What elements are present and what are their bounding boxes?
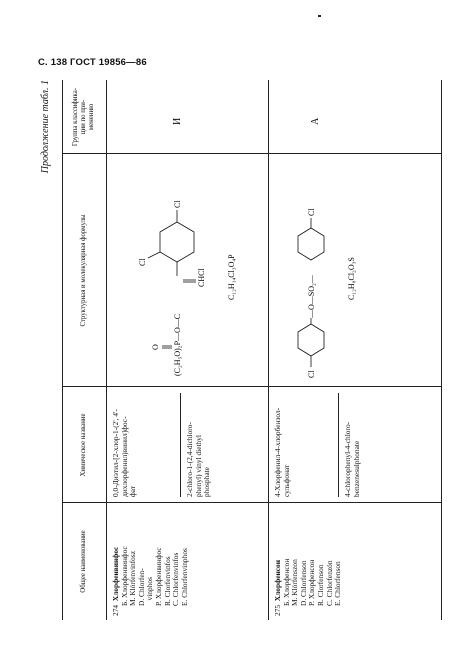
group-274: И bbox=[172, 117, 183, 125]
table bbox=[42, 80, 452, 620]
row-275-chem-ru bbox=[274, 389, 291, 497]
chem-en-line: benzenesulphonate bbox=[351, 440, 361, 497]
chem-en-line: 2-chloro-1-(2,4-dichloro- bbox=[185, 422, 194, 497]
row-number: 275 bbox=[273, 604, 282, 616]
name-line: Б. Хлорфенсон bbox=[281, 558, 291, 606]
chcl-label: CHCl bbox=[197, 268, 206, 287]
group-275: А bbox=[310, 117, 321, 125]
structure-275 bbox=[274, 160, 424, 380]
chem-subdivider-274 bbox=[180, 393, 181, 497]
rotated-table-stage bbox=[42, 80, 452, 620]
name-line: D. Chlorfen- bbox=[136, 568, 146, 606]
benzene-ring-right bbox=[298, 228, 324, 260]
name-line: D. Chlorfenson bbox=[298, 560, 308, 606]
chem-ru-line: дихлорфенил)винил]фос- bbox=[119, 416, 129, 497]
name-line: C. Chlorfenzón bbox=[324, 560, 334, 606]
row-274-chem-ru bbox=[112, 389, 138, 497]
table-caption: Продолжение табл. 1 bbox=[40, 80, 51, 174]
name-line: R. Clorfenson bbox=[315, 564, 325, 606]
col-header-common-name: Общее наименование bbox=[80, 530, 88, 593]
row-title: Хлорфенсон bbox=[273, 560, 282, 602]
page-header: С. 138 ГОСТ 19856—86 bbox=[38, 57, 147, 68]
name-line: vinphos bbox=[145, 577, 155, 606]
cl-left: Cl bbox=[307, 370, 316, 378]
structure-274 bbox=[112, 160, 262, 380]
name-line: E. Chlorfenvinphos bbox=[179, 548, 189, 606]
sulfonate-link: —O—SO₂— bbox=[307, 275, 316, 318]
row-divider bbox=[268, 80, 269, 620]
chem-ru-line: сульфонат bbox=[281, 464, 291, 497]
chem-subdivider-275 bbox=[338, 393, 339, 497]
name-line: М. Klórfenszon bbox=[290, 559, 300, 606]
benzene-ring-left bbox=[298, 324, 324, 356]
name-line: Р. Хлорфенвинфос bbox=[153, 547, 163, 606]
oxygen-label: O bbox=[151, 344, 160, 350]
name-line: C. Chlorfenvinfos bbox=[171, 552, 181, 606]
name-line: Б. Хлорфенвинфос bbox=[119, 546, 129, 606]
name-line: М. Klórfenvinfosz bbox=[128, 550, 138, 606]
chem-ru-line: фат bbox=[128, 485, 138, 497]
row-275-chem-en bbox=[344, 389, 361, 497]
col-divider-1 bbox=[62, 502, 442, 503]
molecular-formula: C₁₂H₈Cl₂O₃S bbox=[347, 257, 356, 300]
scan-speck bbox=[318, 15, 321, 17]
cl-ortho: Cl bbox=[138, 258, 147, 266]
chem-en-line: phosphate bbox=[202, 467, 212, 497]
row-274-common bbox=[112, 504, 189, 616]
molecular-formula: C₁₂H₁₄Cl₃O₄P bbox=[227, 254, 236, 300]
col-header-chemical-name: Химическое название bbox=[80, 413, 88, 477]
name-line: E. Chlorfenson bbox=[333, 561, 343, 606]
cl-para: Cl bbox=[173, 200, 182, 208]
chem-ru-line: 0,0-Диэтил-[2-хлор-1-(2', 4'- bbox=[111, 409, 120, 497]
row-274-chem-en bbox=[186, 389, 212, 497]
table-grid bbox=[62, 80, 442, 620]
chem-en-line: phenyl) vinyl diethyl bbox=[193, 435, 203, 497]
row-title: Хлорфенвинфос bbox=[111, 546, 120, 602]
chem-ru-line: 4-Хлорфенил-4-хлорбензол- bbox=[273, 407, 282, 497]
col-divider-3 bbox=[62, 153, 442, 154]
col-header-group: Группа классифика- ции по при- менению bbox=[72, 87, 95, 147]
name-line: Р. Хлорфенсон bbox=[307, 559, 317, 606]
cl-right: Cl bbox=[307, 208, 316, 216]
row-number: 274 bbox=[111, 604, 120, 616]
header-divider bbox=[106, 80, 107, 620]
benzene-ring bbox=[160, 222, 194, 262]
name-line: R. Clorfenvinfos bbox=[162, 556, 172, 606]
chem-en-line: 4-chlorophenyl-4-chloro- bbox=[343, 421, 352, 497]
col-divider-2 bbox=[62, 386, 442, 387]
ester-label: (C₂H₅O)₂P—O—C bbox=[173, 313, 182, 376]
col-header-formula: Структурная и молекулярная формулы bbox=[80, 214, 88, 327]
row-275-common bbox=[274, 504, 343, 616]
